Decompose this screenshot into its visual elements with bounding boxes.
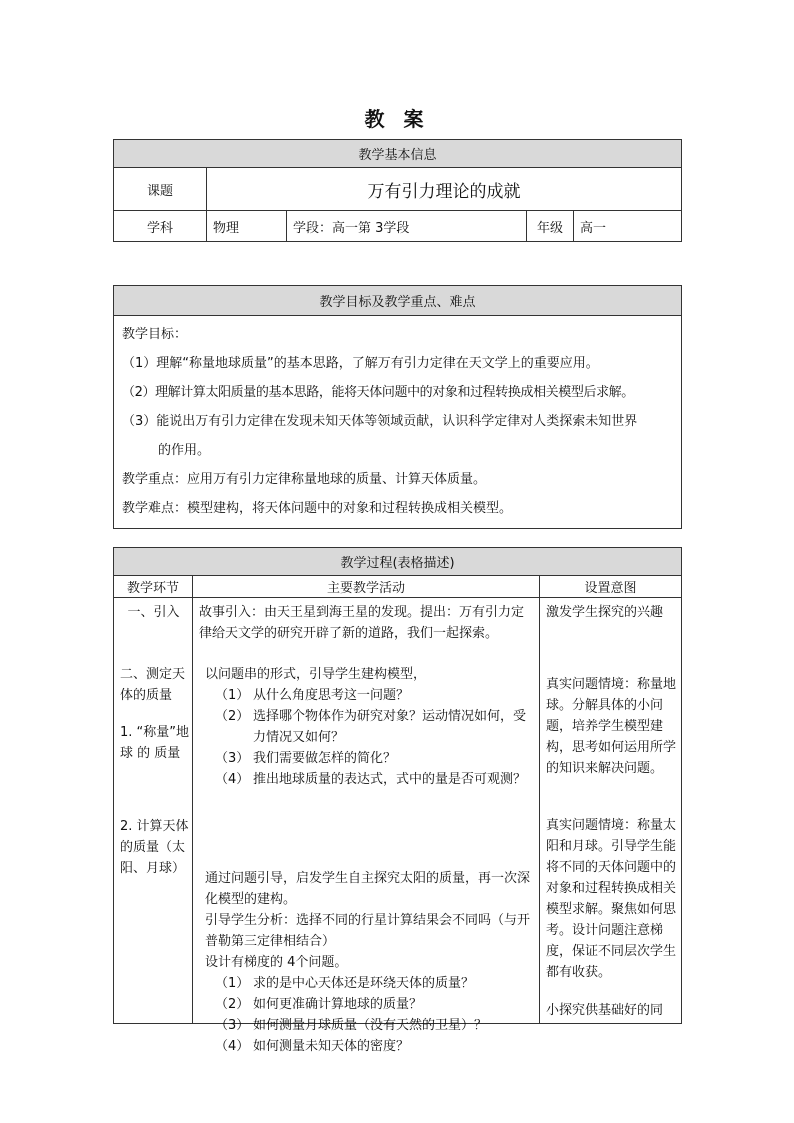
- intent-b: 真实问题情境：称量太阳和月球。引导学生能将不同的天体问题中的对象和过程转换成相关模型求解。聚焦如何思考。设计问题注意梯度，保证不同层次学生都有收获。: [546, 818, 677, 980]
- activity-b-item: （2） 如何更准确计算地球的质量？: [215, 997, 423, 1012]
- activity-a-item: （3） 我们需要做怎样的简化？: [215, 751, 397, 766]
- step1-label: 一、引入: [127, 605, 180, 620]
- activity-a-item: （1） 从什么角度思考这一问题？: [215, 688, 410, 703]
- step-column: [114, 598, 193, 1024]
- activity-b-item: （4） 如何测量未知天体的密度？: [215, 1039, 410, 1054]
- step1-intent: 激发学生探究的兴趣: [546, 605, 664, 620]
- goal-item-3-cont: 的作用。: [158, 443, 211, 458]
- key-point: 教学重点：应用万有引力定律称量地球的质量、计算天体质量。: [122, 472, 487, 487]
- goal-item-3: （3）能说出万有引力定律在发现未知天体等领域贡献，认识科学定律对人类探索未知世界: [122, 414, 638, 429]
- col-header-intent: 设置意图: [540, 576, 682, 598]
- difficulty: 教学难点：模型建构，将天体问题中的对象和过程转换成相关模型。: [122, 501, 513, 516]
- grade-label: 年级: [527, 211, 574, 242]
- goals-header: 教学目标及教学重点、难点: [114, 286, 682, 316]
- intent-column: [540, 598, 682, 1024]
- stage-value: 学段：高一第 3学段: [287, 211, 527, 242]
- step2-label: 二、测定天体的质量: [120, 667, 186, 703]
- activity-a-item: （2） 选择哪个物体作为研究对象？运动情况如何，受力情况又如何？: [215, 709, 527, 745]
- subject-value: 物理: [207, 211, 287, 242]
- activity-a: [205, 664, 533, 790]
- activity-b-item: （3） 如何测量月球质量（没有天然的卫星）？: [215, 1018, 488, 1033]
- page-title: 教 案: [364, 107, 430, 131]
- activity-b-item: （1） 求的是中心天体还是环绕天体的质量？: [215, 976, 475, 991]
- activity-b-intro-2: 引导学生分析：选择不同的行星计算结果会不同吗（与开普勒第三定律相结合）: [205, 913, 531, 949]
- goals-body: [114, 316, 682, 529]
- activity-a-item: （4） 推出地球质量的表达式，式中的量是否可观测？: [215, 772, 527, 787]
- goal-item-2: （2）理解计算太阳质量的基本思路，能将天体问题中的对象和过程转换成相关模型后求解。: [122, 385, 634, 400]
- topic-label: 课题: [114, 168, 207, 211]
- step2-sub1: 1. “称量”地 球 的 质量: [120, 725, 190, 761]
- intent-a: 真实问题情境：称量地球。分解具体的小问题，培养学生模型建构，思考如何运用所学的知识来解决问题。: [546, 677, 677, 776]
- process-table: [113, 547, 682, 1054]
- activity-b-intro-3: 设计有梯度的 4个问题。: [205, 955, 348, 970]
- goals-intro: 教学目标：: [122, 327, 188, 342]
- basic-info-header: 教学基本信息: [114, 140, 682, 168]
- col-header-step: 教学环节: [114, 576, 193, 598]
- subject-label: 学科: [114, 211, 207, 242]
- activity-b: [205, 868, 533, 1057]
- activity-a-intro: 以问题串的形式，引导学生建构模型，: [205, 667, 427, 682]
- basic-info-table: [113, 139, 682, 242]
- intent-c: 小探究供基础好的同: [546, 1003, 664, 1018]
- activity-column: [193, 598, 540, 1054]
- step2-sub2: 2. 计算天体的质量（太阳、月球）: [120, 819, 189, 876]
- step1-activity: 故事引入：由天王星到海王星的发现。提出：万有引力定律给天文学的研究开辟了新的道路，我们一起探索。: [199, 605, 525, 641]
- process-header: 教学过程(表格描述): [114, 548, 682, 576]
- activity-b-intro-1: 通过问题引导，启发学生自主探究太阳的质量，再一次深化模型的建构。: [205, 871, 531, 907]
- topic-value: 万有引力理论的成就: [207, 168, 682, 211]
- goals-table: [113, 285, 682, 529]
- grade-value: 高一: [574, 211, 682, 242]
- col-header-activity: 主要教学活动: [193, 576, 540, 598]
- goal-item-1: （1）理解“称量地球质量”的基本思路，了解万有引力定律在天文学上的重要应用。: [122, 356, 599, 371]
